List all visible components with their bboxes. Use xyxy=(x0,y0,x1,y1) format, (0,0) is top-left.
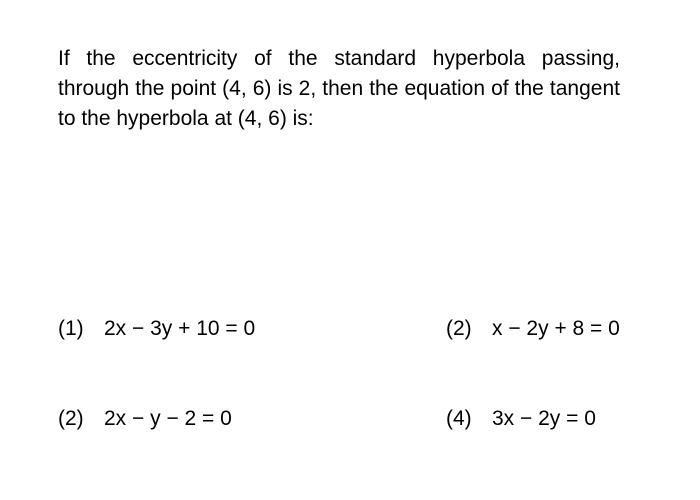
option-1-number: (1) xyxy=(58,317,84,340)
option-3-equation: 2x − y − 2 = 0 xyxy=(104,407,232,430)
option-2-number: (2) xyxy=(446,317,472,340)
question-text: If the eccentricity of the standard hyperbola passing, through the point (4, 6) is 2, then the equation of the tangent to the hyperbola at (4, 6) is: xyxy=(58,47,620,130)
option-4-number: (4) xyxy=(446,407,472,430)
option-1-equation: 2x − 3y + 10 = 0 xyxy=(104,317,256,340)
option-3-number: (2) xyxy=(58,407,84,430)
option-2[interactable] xyxy=(446,314,620,344)
option-2-equation: x − 2y + 8 = 0 xyxy=(492,317,620,340)
option-4[interactable] xyxy=(446,404,596,434)
option-4-equation: 3x − 2y = 0 xyxy=(492,407,596,430)
option-3[interactable] xyxy=(58,404,232,434)
option-1[interactable] xyxy=(58,314,255,344)
